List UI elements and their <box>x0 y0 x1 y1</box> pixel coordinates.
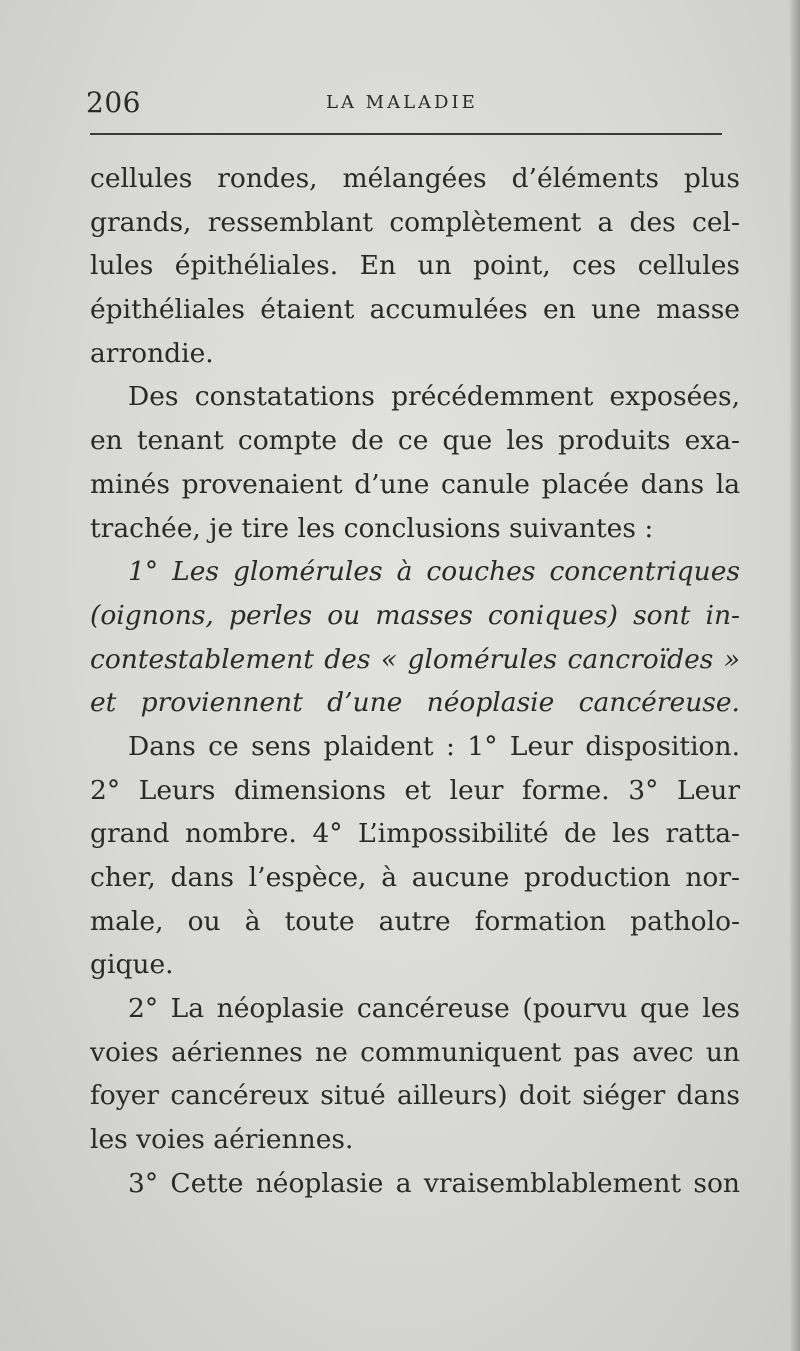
text-line: trachée, je tire les conclusions suivantes : <box>90 512 654 544</box>
text-line: arrondie. <box>90 337 214 369</box>
text-line: 2° Leurs dimensions et leur forme. 3° Leur <box>90 774 740 806</box>
text-line: 2° La néoplasie cancéreuse (pourvu que les <box>128 993 740 1025</box>
text-line: épithéliales étaient accumulées en une masse <box>90 294 740 326</box>
text-line: 1° Les glomérules à couches concentriques <box>128 556 740 588</box>
text-line: foyer cancéreux situé ailleurs) doit siéger dans <box>90 1080 740 1112</box>
text-line: et proviennent d’une néoplasie cancéreuse. <box>90 687 740 719</box>
text-line: minés provenaient d’une canule placée dans la <box>90 468 740 500</box>
text-line: cher, dans l’espèce, à aucune production nor- <box>90 862 740 893</box>
body-text <box>90 157 740 1206</box>
text-line: cellules rondes, mélangées d’éléments plus <box>90 163 740 194</box>
running-title: LA MALADIE <box>326 92 478 113</box>
text-line: en tenant compte de ce que les produits exa- <box>90 425 740 457</box>
text-line: les voies aériennes. <box>90 1124 354 1156</box>
text-line: grand nombre. 4° L’impossibilité de les ratta- <box>90 818 740 850</box>
text-line: lules épithéliales. En un point, ces cellules <box>90 250 740 282</box>
text-line: contestablement des « glomérules cancroïdes » <box>90 643 740 675</box>
text-line: Dans ce sens plaident : 1° Leur disposition. <box>128 730 740 762</box>
text-line: 3° Cette néoplasie a vraisemblablement son <box>128 1167 740 1199</box>
text-line: gique. <box>90 949 174 981</box>
header-rule <box>90 133 722 135</box>
text-line: Des constatations précédemment exposées, <box>128 381 740 413</box>
page-number: 206 <box>86 86 141 119</box>
text-line: grands, ressemblant complètement a des cel- <box>90 206 740 238</box>
page-edge-shadow <box>790 0 800 1351</box>
text-line: male, ou à toute autre formation patholo- <box>90 905 740 937</box>
text-line: (oignons, perles ou masses coniques) sont in- <box>90 599 740 631</box>
text-line: voies aériennes ne communiquent pas avec un <box>90 1036 740 1068</box>
